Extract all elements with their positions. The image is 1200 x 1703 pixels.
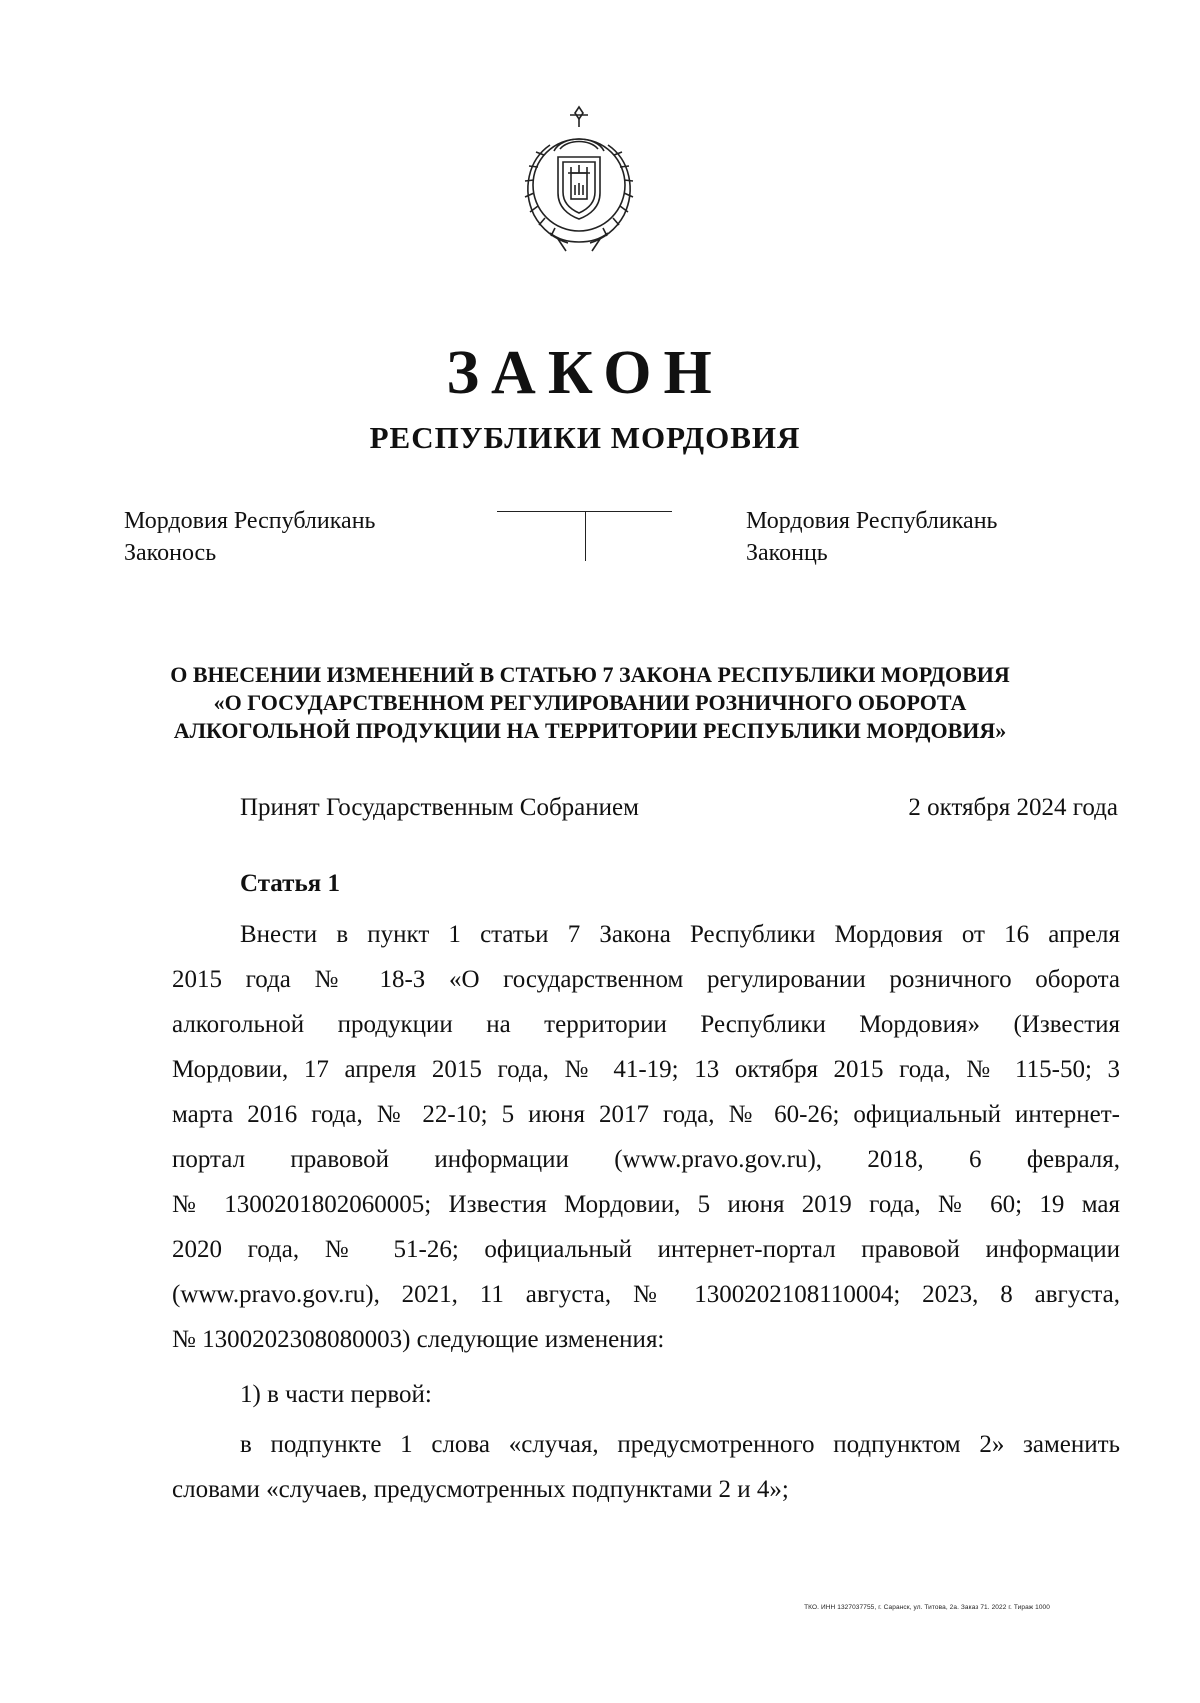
- item-1-label: 1) в части первой:: [240, 1381, 432, 1408]
- moksha-right-line: Законць: [746, 540, 828, 566]
- document-subtitle: РЕСПУБЛИКИ МОРДОВИЯ: [369, 420, 801, 455]
- adopted-date: 2 октября 2024 года: [908, 794, 1118, 821]
- printer-imprint: ТКО. ИНН 1327037755, г. Саранск, ул. Титова, 2а. Заказ 71. 2022 г. Тираж 1000: [804, 1604, 1050, 1611]
- subitem-paragraph: [172, 1422, 1120, 1512]
- article-title: Статья 1: [240, 870, 340, 897]
- item-1: [172, 1372, 1120, 1417]
- heading-line: «О ГОСУДАРСТВЕННОМ РЕГУЛИРОВАНИИ РОЗНИЧНОГО ОБОРОТА: [213, 690, 967, 715]
- subitem-line: словами «случаев, предусмотренных подпунктами 2 и 4»;: [172, 1476, 789, 1503]
- paragraph-line: 2015 года № 18-З «О государственном регулировании розничного оборота: [172, 966, 1120, 993]
- moksha-title-left: [124, 505, 375, 569]
- paragraph-line: алкогольной продукции на территории Республики Мордовия» (Известия: [172, 1011, 1120, 1038]
- subitem-line: в подпункте 1 слова «случая, предусмотренного подпунктом 2» заменить: [240, 1431, 1120, 1458]
- paragraph-line: Мордовии, 17 апреля 2015 года, № 41-19; 13 октября 2015 года, № 115-50; 3: [172, 1056, 1120, 1083]
- paragraph-line: № 1300201802060005; Известия Мордовии, 5 июня 2019 года, № 60; 19 мая: [172, 1191, 1120, 1218]
- title-divider-vertical: [585, 511, 586, 561]
- heading-line: АЛКОГОЛЬНОЙ ПРОДУКЦИИ НА ТЕРРИТОРИИ РЕСПУБЛИКИ МОРДОВИЯ»: [173, 718, 1007, 743]
- moksha-left-line: Мордовия Республикань: [124, 508, 376, 534]
- paragraph-line: Внести в пункт 1 статьи 7 Закона Республики Мордовия от 16 апреля: [240, 921, 1120, 948]
- document-title: ЗАКОН: [446, 339, 724, 407]
- article-paragraph: [172, 912, 1120, 1362]
- paragraph-line: (www.pravo.gov.ru), 2021, 11 августа, № 1300202108110004; 2023, 8 августа,: [172, 1281, 1120, 1308]
- paragraph-line: 2020 года, № 51-26; официальный интернет-портал правовой информации: [172, 1236, 1120, 1263]
- adopted-by: Принят Государственным Собранием: [240, 794, 639, 821]
- heading-line: О ВНЕСЕНИИ ИЗМЕНЕНИЙ В СТАТЬЮ 7 ЗАКОНА РЕСПУБЛИКИ МОРДОВИЯ: [170, 662, 1010, 687]
- moksha-left-line: Законось: [124, 540, 217, 566]
- moksha-right-line: Мордовия Республикань: [746, 508, 998, 534]
- coat-of-arms-emblem: [510, 105, 648, 255]
- paragraph-line: марта 2016 года, № 22-10; 5 июня 2017 года, № 60-26; официальный интернет-: [172, 1101, 1120, 1128]
- paragraph-line: портал правовой информации (www.pravo.gov.ru), 2018, 6 февраля,: [172, 1146, 1120, 1173]
- paragraph-line: № 1300202308080003) следующие изменения:: [172, 1326, 665, 1353]
- moksha-title-right: [746, 505, 997, 569]
- law-heading: [150, 661, 1030, 745]
